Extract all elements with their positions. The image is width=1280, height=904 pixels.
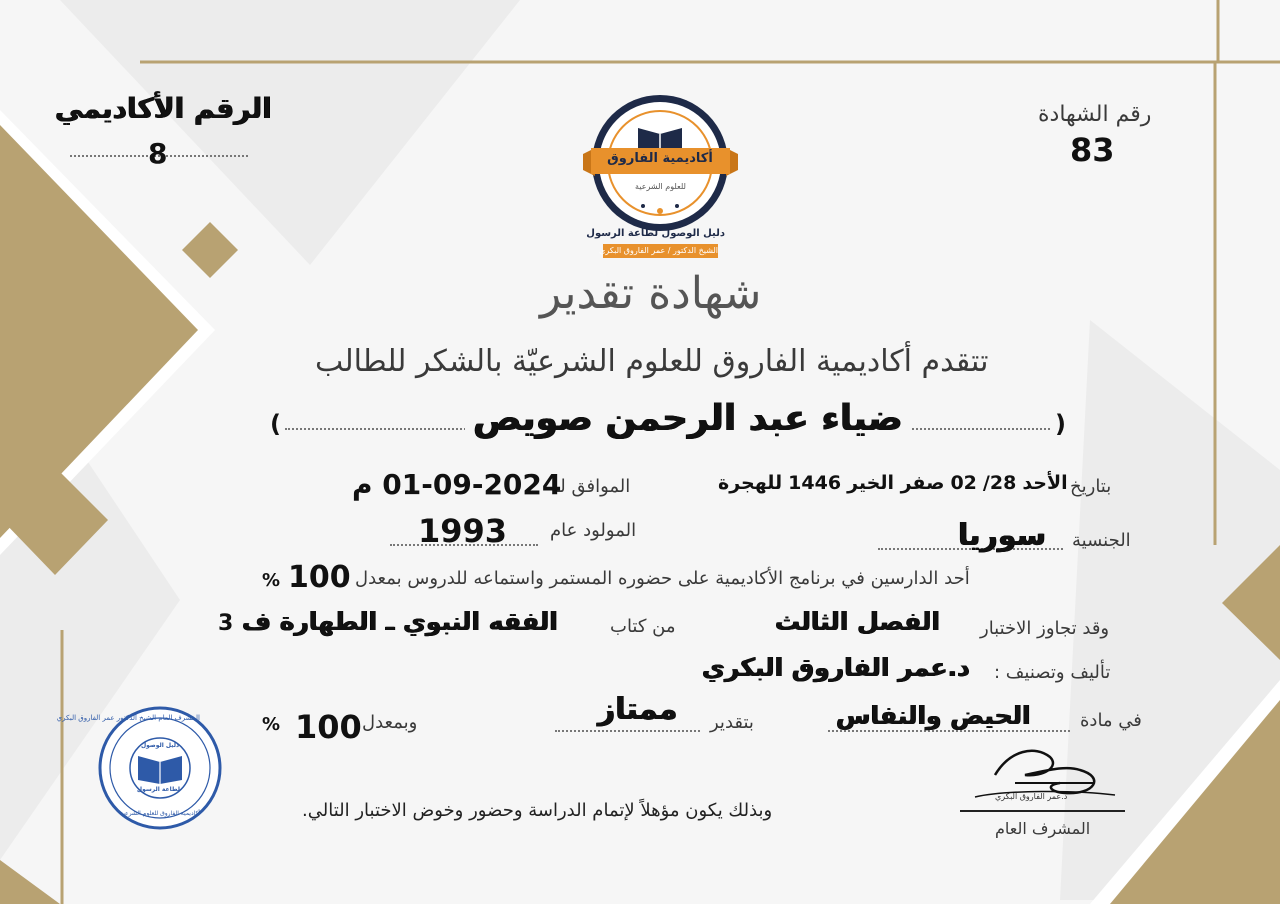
attendance-unit: % <box>262 570 281 591</box>
subject-value: الحيض والنفاس <box>836 701 1031 730</box>
certificate-number-value: 83 <box>1070 131 1115 169</box>
stamp <box>56 706 222 830</box>
bottom-left-gold-corner <box>0 860 60 904</box>
score-unit: % <box>262 714 281 735</box>
gregorian-date: 01-09-2024 م <box>352 468 562 501</box>
author-value: د.عمر الفاروق البكري <box>702 653 970 682</box>
top-light-triangle <box>60 0 520 265</box>
student-open-paren: ) <box>270 410 281 438</box>
birth-label: المولود عام <box>550 520 637 541</box>
signature-caption: د.عمر الفاروق البكري <box>995 792 1068 801</box>
attendance-text: أحد الدارسين في برنامج الأكاديمية على حضوره المستمر واستماعه للدروس بمعدل <box>355 568 970 589</box>
author-label: تأليف وتصنيف : <box>994 662 1111 683</box>
attendance-value: 100 <box>288 560 351 595</box>
logo-sub: للعلوم الشرعية <box>635 182 686 191</box>
gregorian-label: الموافق لـ <box>555 476 631 497</box>
intro-text: تتقدم أكاديمية الفاروق للعلوم الشرعيّة بالشكر للطالب <box>315 344 989 379</box>
student-close-paren: ( <box>1055 410 1066 438</box>
logo-author: الشيخ الدكتور / عمر الفاروق البكري <box>603 244 718 258</box>
academy-logo <box>583 88 738 268</box>
grade-value: ممتاز <box>598 692 678 727</box>
stamp-bottom-text: أكاديمية الفاروق للعلوم الشرعية <box>120 810 200 817</box>
book-value: الفقه النبوي ـ الطهارة ف <box>242 607 558 636</box>
signature-block <box>955 735 1130 845</box>
grade-label: بتقدير <box>710 712 754 733</box>
birth-year: 1993 <box>418 512 508 550</box>
closing-text: وبذلك يكون مؤهلاً لإتمام الدراسة وحضور وخوض الاختبار التالي. <box>302 800 773 821</box>
stamp-ring-text: المشرف العام الشيخ الدكتور عمر الفاروق البكري <box>56 714 200 722</box>
logo-motto: دليل الوصول لطاعة الرسول <box>586 228 725 239</box>
nationality-value: سوريا <box>958 518 1047 553</box>
small-gold-diamond <box>182 222 238 278</box>
book-number: 3 <box>218 611 234 636</box>
hijri-month-num: 02 <box>950 472 977 494</box>
nationality-label: الجنسية <box>1072 530 1131 551</box>
hijri-date <box>718 472 1068 494</box>
left-gold-triangle <box>0 125 198 538</box>
academic-number-value: 8 <box>148 137 168 170</box>
certificate-number-label: رقم الشهادة <box>1038 102 1152 127</box>
signature-title: المشرف العام <box>995 819 1091 838</box>
hijri-month: صفر الخير <box>847 472 945 494</box>
book-label: من كتاب <box>610 616 676 637</box>
grade-dotted-line <box>555 730 700 732</box>
hijri-suffix: للهجرة <box>718 472 783 494</box>
logo-name: أكاديمية الفاروق <box>607 151 713 166</box>
logo-emblem-icon <box>583 88 738 268</box>
subject-dotted-line <box>828 730 1070 732</box>
subject-label: في مادة <box>1080 710 1142 731</box>
academic-number-label: الرقم الأكاديمي <box>55 92 272 125</box>
exam-value: الفصل الثالث <box>775 607 941 636</box>
date-prefix: بتاريخ <box>1070 476 1112 497</box>
score-label: وبمعدل <box>362 712 418 733</box>
exam-label: وقد تجاوز الاختبار <box>980 618 1110 639</box>
hijri-year: 1446 <box>788 472 842 494</box>
score-value: 100 <box>295 708 362 746</box>
student-name: ضياء عبد الرحمن صويص <box>465 398 911 439</box>
stamp-inner-top: دليل الوصول <box>140 742 180 749</box>
stamp-inner-bottom: لطاعة الرسول <box>136 786 180 793</box>
hijri-daynum: 28/ <box>982 472 1017 494</box>
hijri-day: الأحد <box>1022 472 1068 494</box>
certificate-title: شهادة تقدير <box>540 268 762 319</box>
